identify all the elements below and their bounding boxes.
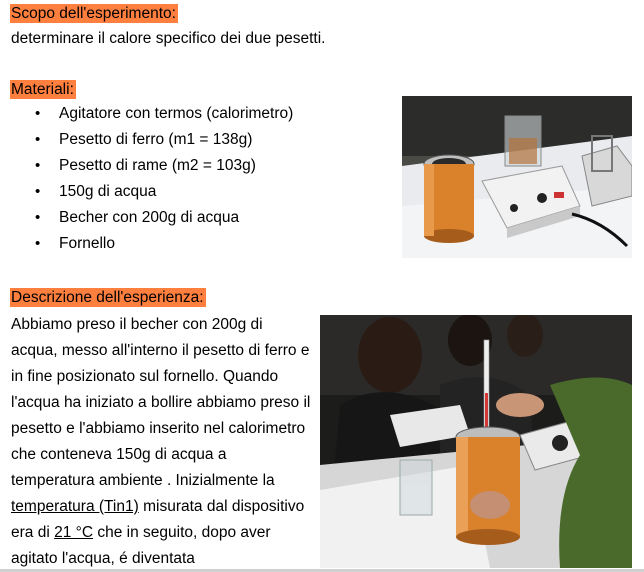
underlined-text: 21 °C xyxy=(54,524,94,541)
photo-calorimeter-and-hotplate xyxy=(402,96,632,258)
descrizione-line: Abbiamo preso il becher con 200g di xyxy=(11,316,263,333)
descrizione-line: acqua, messo all'interno il pesetto di ferro e xyxy=(11,342,310,359)
bullet-icon: • xyxy=(35,131,41,148)
photo-students-measuring-temperature xyxy=(320,315,632,568)
descrizione-line: in fine posizionato sul fornello. Quando xyxy=(11,368,279,385)
scopo-text: determinare il calore specifico dei due pesetti. xyxy=(11,30,326,47)
bullet-icon: • xyxy=(35,209,41,226)
descrizione-line: agitato l'acqua, é diventata xyxy=(11,550,195,567)
underlined-text: temperatura (Tin1) xyxy=(11,498,139,515)
bullet-icon: • xyxy=(35,235,41,252)
descrizione-line: temperatura ambiente . Inizialmente la xyxy=(11,472,275,489)
descrizione-line: temperatura (Tin1) misurata dal dispositivo xyxy=(11,498,305,515)
bullet-icon: • xyxy=(35,105,41,122)
descrizione-line: l'acqua ha iniziato a bollire abbiamo preso il xyxy=(11,394,311,411)
descrizione-line: che conteneva 150g di acqua a xyxy=(11,446,227,463)
bullet-icon: • xyxy=(35,183,41,200)
materiali-heading: Materiali: xyxy=(11,81,74,98)
bullet-icon: • xyxy=(35,157,41,174)
descrizione-line: era di 21 °C che in seguito, dopo aver xyxy=(11,524,271,541)
descrizione-line: pesetto e l'abbiamo inserito nel calorimetro xyxy=(11,420,306,437)
descrizione-heading: Descrizione dell'esperienza: xyxy=(11,289,204,306)
scopo-heading: Scopo dell'esperimento: xyxy=(11,5,176,22)
